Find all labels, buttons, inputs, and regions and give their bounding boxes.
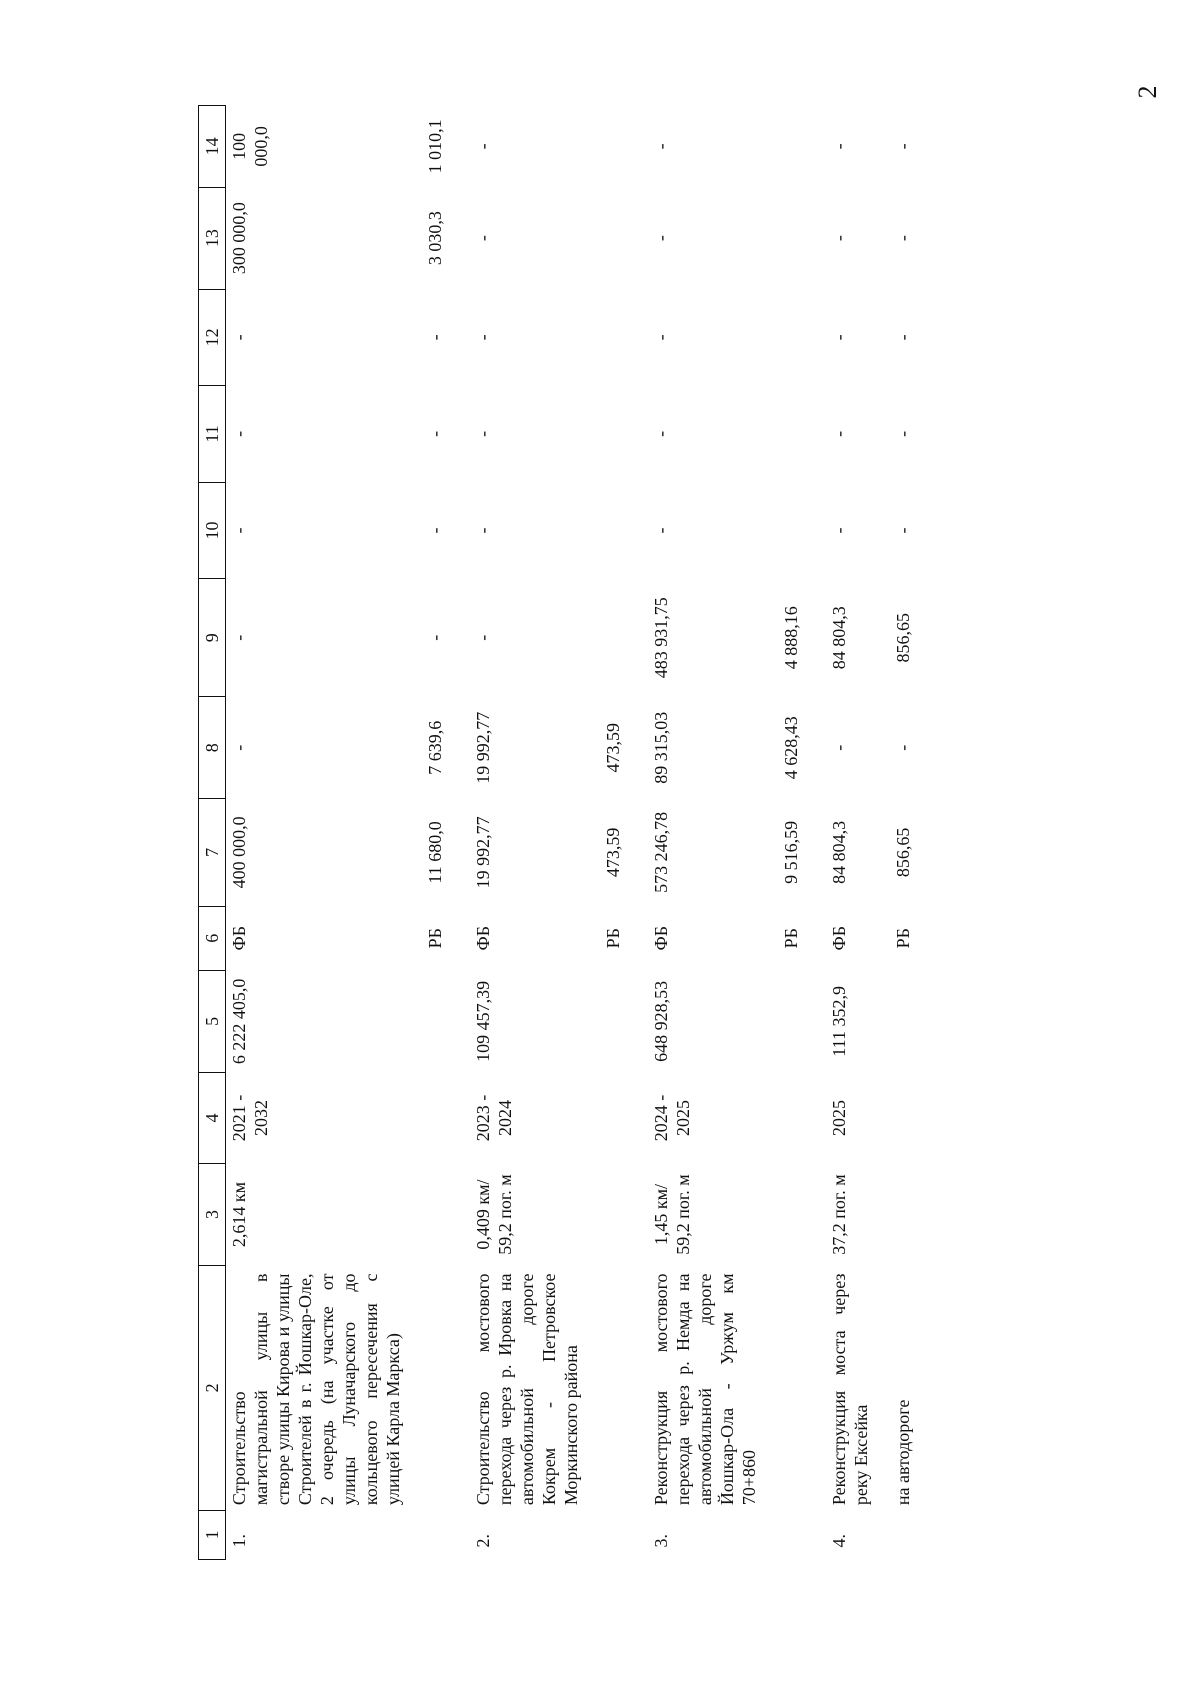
cell-estimated-cost: 109 457,39 — [473, 980, 493, 1062]
cell-funding-source: РБ — [781, 928, 801, 949]
cell-object-name: Строительство магистральной улицы в створе улицы Кирова и улицы Строителей в г. Йошкар-Оле, 2 очередь (на участке от улицы Луначарского до кольцевого пересечения с улицей Карла Маркса) — [229, 1273, 403, 1506]
cell-capacity — [584, 1164, 626, 1266]
column-header: 4 — [199, 1072, 226, 1163]
table-row — [826, 106, 874, 1560]
cell-year-2032: 100 000,0 — [229, 126, 271, 167]
cell-year-2026: - — [473, 430, 493, 437]
cell-funding-source: ФБ — [473, 925, 493, 951]
cell-year-2032: - — [473, 143, 493, 150]
table-row — [470, 106, 584, 1560]
cell-year-2028-2031: 3 030,3 — [425, 211, 445, 266]
column-header: 9 — [199, 579, 226, 697]
cell-capacity: 37,2 пог. м — [829, 1174, 849, 1255]
cell-object-name: Строительство мостового перехода через р. Ировка на автомобильной дороге Кокрем - Петровское Моркинского района — [473, 1273, 581, 1506]
cell-funding-source: ФБ — [651, 925, 671, 951]
cell-year-2026 — [762, 386, 804, 483]
cell-year-2032: - — [829, 143, 849, 150]
cell-total-funding: 19 992,77 — [473, 816, 493, 889]
cell-year-2023: 7 639,6 — [425, 720, 445, 775]
cell-row-number: 2. — [473, 1534, 493, 1548]
cell-total-funding: 9 516,59 — [781, 820, 801, 884]
cell-object-name: Реконструкция моста через реку Ексейка — [829, 1273, 871, 1506]
cell-period: 2023 - 2024 — [473, 1094, 515, 1142]
cell-year-2027: - — [893, 334, 913, 341]
cell-estimated-cost — [762, 970, 804, 1072]
cell-year-2023: 4 628,43 — [781, 716, 801, 780]
cell-total-funding: 11 680,0 — [425, 821, 445, 884]
column-header: 12 — [199, 289, 226, 386]
cell-total-funding: 400 000,0 — [229, 816, 249, 889]
cell-capacity — [762, 1164, 804, 1266]
cell-year-2032: - — [893, 143, 913, 150]
cell-year-2023: - — [229, 744, 249, 751]
table-subrow — [874, 106, 916, 1560]
cell-total-funding: 573 246,78 — [651, 811, 671, 893]
cell-year-2025: - — [473, 527, 493, 534]
cell-period — [584, 1072, 626, 1163]
cell-year-2024: - — [473, 634, 493, 641]
cell-year-2025: - — [229, 527, 249, 534]
cell-capacity: 0,409 км/ 59,2 пог. м — [473, 1174, 515, 1255]
column-header: 10 — [199, 482, 226, 579]
cell-year-2027: - — [229, 334, 249, 341]
table-row — [648, 106, 762, 1560]
cell-year-2027: - — [651, 334, 671, 341]
cell-capacity: 2,614 км — [229, 1181, 249, 1248]
cell-year-2025: - — [651, 527, 671, 534]
row-spacer — [626, 106, 648, 1560]
cell-year-2027: - — [829, 334, 849, 341]
cell-capacity — [874, 1164, 916, 1266]
column-header: 5 — [199, 970, 226, 1072]
cell-object-name — [762, 1265, 804, 1510]
cell-year-2026: - — [829, 430, 849, 437]
column-header: 1 — [199, 1510, 226, 1559]
cell-row-number: 1. — [229, 1534, 249, 1548]
cell-year-2024: - — [425, 634, 445, 641]
cell-period — [406, 1072, 448, 1163]
cell-year-2023: 89 315,03 — [651, 711, 671, 784]
column-header: 14 — [199, 106, 226, 188]
cell-funding-source: РБ — [425, 928, 445, 949]
cell-object-name — [406, 1265, 448, 1510]
cell-year-2028-2031 — [584, 187, 626, 289]
cell-year-2028-2031 — [762, 187, 804, 289]
cell-year-2027: - — [425, 334, 445, 341]
column-header: 6 — [199, 906, 226, 970]
cell-row-number — [762, 1510, 804, 1559]
cell-funding-source: РБ — [893, 928, 913, 949]
cell-year-2026: - — [651, 430, 671, 437]
cell-year-2025: - — [893, 527, 913, 534]
cell-estimated-cost — [406, 970, 448, 1072]
cell-year-2023: - — [829, 744, 849, 751]
cell-year-2027 — [584, 289, 626, 386]
cell-period: 2021 - 2032 — [229, 1094, 271, 1142]
table-subrow — [762, 106, 804, 1560]
table-body — [226, 106, 917, 1560]
cell-estimated-cost: 6 222 405,0 — [229, 978, 249, 1065]
cell-year-2028-2031: - — [473, 235, 493, 242]
cell-row-number — [406, 1510, 448, 1559]
column-header: 7 — [199, 799, 226, 906]
cell-year-2027: - — [473, 334, 493, 341]
cell-row-number — [874, 1510, 916, 1559]
column-header: 3 — [199, 1164, 226, 1266]
cell-funding-source: РБ — [603, 928, 623, 949]
cell-year-2025: - — [829, 527, 849, 534]
cell-estimated-cost: 648 928,53 — [651, 980, 671, 1062]
cell-row-number: 4. — [829, 1534, 849, 1548]
cell-year-2026 — [584, 386, 626, 483]
column-number-header-row — [199, 106, 226, 1560]
investment-table — [198, 105, 916, 1560]
cell-total-funding: 856,65 — [893, 827, 913, 878]
table-row — [226, 106, 407, 1560]
cell-object-name: на автодороге — [893, 1399, 913, 1506]
cell-year-2032 — [584, 106, 626, 188]
rotated-table-wrapper — [198, 100, 978, 1560]
cell-year-2025 — [762, 482, 804, 579]
cell-object-name: Реконструкция мостового перехода через р. Немда на автомобильной дороге Йошкар-Ола - Уржум км 70+860 — [651, 1273, 759, 1506]
cell-year-2025: - — [425, 527, 445, 534]
cell-year-2023: - — [893, 744, 913, 751]
cell-year-2024: - — [229, 634, 249, 641]
cell-capacity: 1,45 км/ 59,2 пог. м — [651, 1174, 693, 1255]
column-header: 13 — [199, 187, 226, 289]
cell-year-2028-2031: - — [651, 235, 671, 242]
cell-total-funding: 84 804,3 — [829, 820, 849, 884]
column-header: 8 — [199, 697, 226, 799]
row-spacer-cell — [448, 106, 470, 1560]
cell-year-2024: 483 931,75 — [651, 597, 671, 679]
cell-year-2024: 84 804,3 — [829, 606, 849, 670]
cell-year-2028-2031: 300 000,0 — [229, 202, 249, 275]
cell-period: 2025 — [829, 1099, 849, 1136]
cell-year-2032 — [762, 106, 804, 188]
cell-estimated-cost — [874, 970, 916, 1072]
row-spacer — [448, 106, 470, 1560]
cell-year-2026: - — [893, 430, 913, 437]
cell-year-2024: 856,65 — [893, 613, 913, 663]
table-subrow — [406, 106, 448, 1560]
row-spacer-cell — [804, 106, 826, 1560]
cell-row-number — [584, 1510, 626, 1559]
cell-total-funding: 473,59 — [603, 827, 623, 878]
cell-row-number: 3. — [651, 1534, 671, 1548]
cell-capacity — [406, 1164, 448, 1266]
table-subrow — [584, 106, 626, 1560]
row-spacer-cell — [626, 106, 648, 1560]
cell-period — [762, 1072, 804, 1163]
cell-funding-source: ФБ — [829, 925, 849, 951]
column-header: 11 — [199, 386, 226, 483]
cell-period: 2024 - 2025 — [651, 1094, 693, 1142]
cell-year-2024: 4 888,16 — [781, 606, 801, 670]
cell-year-2032: - — [651, 143, 671, 150]
cell-estimated-cost: 111 352,9 — [829, 986, 849, 1057]
row-spacer — [804, 106, 826, 1560]
cell-year-2028-2031: - — [829, 235, 849, 242]
cell-period — [874, 1072, 916, 1163]
cell-year-2028-2031: - — [893, 235, 913, 242]
cell-year-2023: 19 992,77 — [473, 711, 493, 784]
column-header: 2 — [199, 1265, 226, 1510]
cell-year-2026: - — [425, 430, 445, 437]
cell-funding-source: ФБ — [229, 925, 249, 951]
cell-year-2023: 473,59 — [603, 723, 623, 773]
cell-estimated-cost — [584, 970, 626, 1072]
cell-year-2026: - — [229, 430, 249, 437]
cell-object-name — [584, 1265, 626, 1510]
cell-year-2032: 1 010,1 — [425, 119, 445, 174]
page-number: 2 — [1133, 85, 1162, 99]
cell-year-2024 — [584, 579, 626, 697]
cell-year-2027 — [762, 289, 804, 386]
cell-year-2025 — [584, 482, 626, 579]
